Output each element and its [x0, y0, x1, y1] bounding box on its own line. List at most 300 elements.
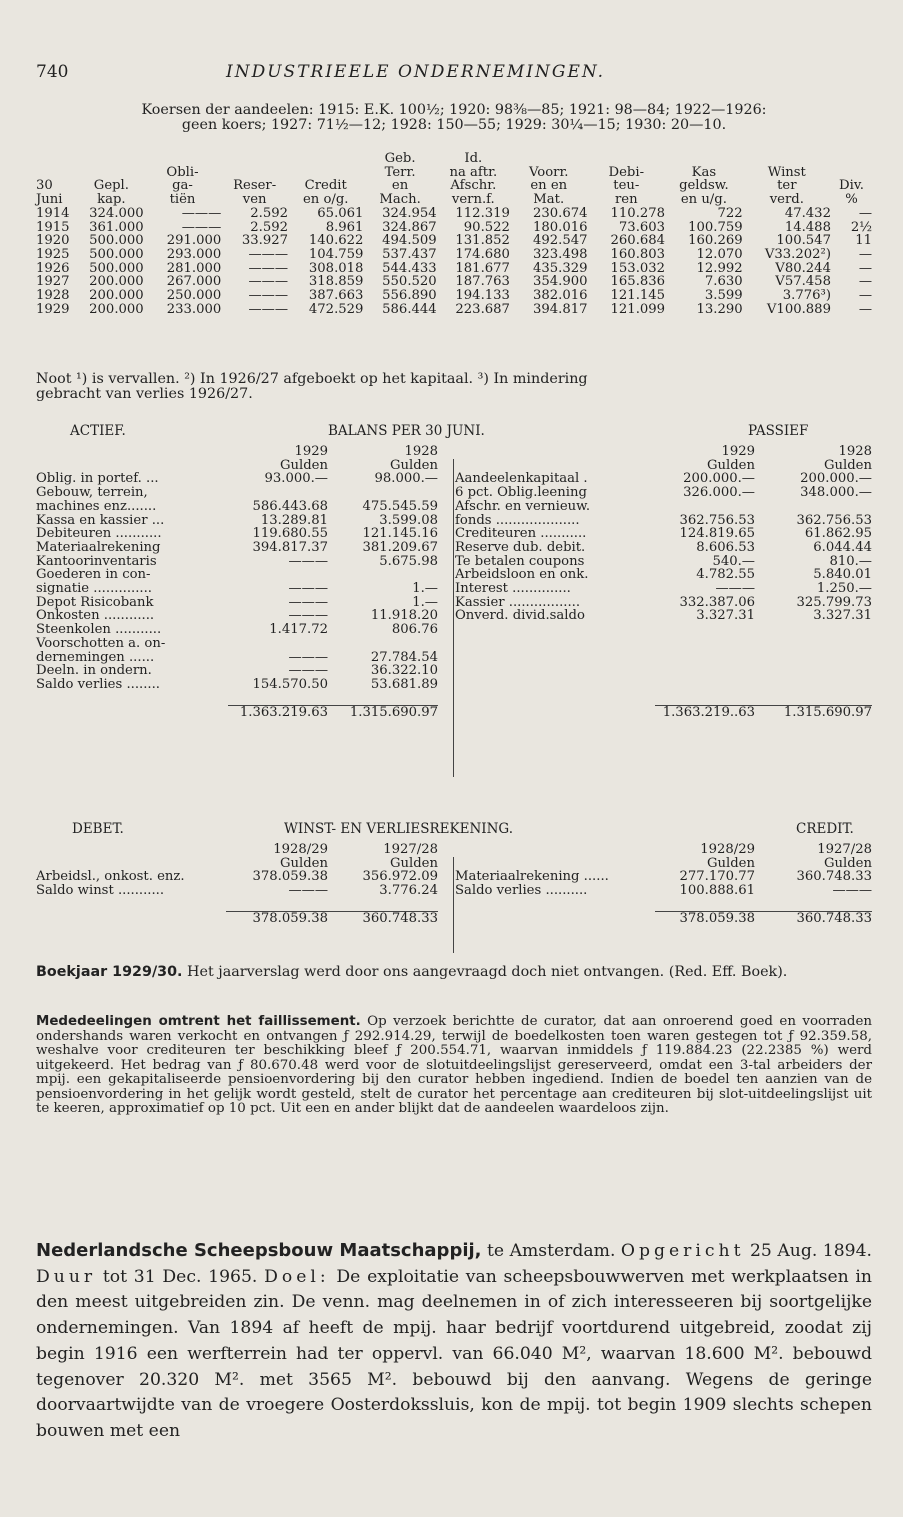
passief-row: [455, 609, 872, 623]
passief-row-cell: Aandeelenkapitaal .: [455, 471, 588, 487]
stats-header-row-cell: tiën: [169, 192, 196, 208]
stats-row-cell: ———: [248, 301, 289, 317]
passief-heading: PASSIEF: [748, 423, 809, 439]
passief-row: [455, 514, 872, 528]
year-label: 1928: [838, 444, 872, 459]
stats-row-cell: 180.016: [532, 219, 588, 235]
actief-heading: ACTIEF.: [70, 423, 126, 439]
stats-row-cell: 2½: [850, 219, 872, 235]
debet-table: [36, 843, 438, 926]
stats-header-row-cell: kap.: [97, 192, 126, 208]
credit-total: 378.059.38: [655, 912, 755, 926]
stats-row: [36, 248, 872, 262]
stats-header-row-cell: Terr.: [384, 164, 416, 180]
mededeelingen-lead: Mededeelingen omtrent het faillissement.: [36, 1014, 361, 1029]
unit-label: Gulden: [824, 855, 872, 871]
actief-row-cell: 3.599.08: [379, 512, 438, 528]
stats-row: [36, 221, 872, 235]
passief-row: [455, 527, 872, 541]
stats-row-cell: —: [858, 205, 872, 221]
actief-row-cell: Oblig. in portef. ...: [36, 471, 159, 487]
stats-header-row-cell: Voorr.: [528, 164, 569, 180]
stats-row-cell: 110.278: [610, 205, 666, 221]
column-divider: [453, 857, 454, 953]
stats-row-cell: 131.852: [455, 233, 510, 249]
column-divider: [453, 459, 454, 777]
page-number: 740: [36, 62, 69, 82]
passief-row: [455, 472, 872, 486]
passief-row-cell: fonds ....................: [455, 512, 580, 528]
passief-row-cell: 3.327.31: [813, 608, 872, 624]
stats-header-row-cell: vern.f.: [451, 192, 495, 208]
passief-row-cell: 6.044.44: [813, 539, 872, 555]
actief-row-cell: Steenkolen ...........: [36, 622, 162, 638]
stats-row-cell: 291.000: [166, 233, 222, 249]
actief-row-cell: 119.680.55: [252, 526, 328, 542]
actief-row: [36, 541, 438, 555]
debet-row-cell: 378.059.38: [252, 869, 328, 885]
credit-row-cell: 277.170.77: [679, 869, 755, 885]
debet-heading: DEBET.: [72, 821, 124, 837]
stats-row-cell: 2.592: [250, 205, 289, 221]
stats-row-cell: 3.599: [704, 288, 743, 304]
stats-row-cell: 104.759: [308, 246, 364, 262]
stats-row-cell: 12.070: [696, 246, 743, 262]
stats-row-cell: 33.927: [241, 233, 289, 249]
actief-row: [36, 555, 438, 569]
passief-row-cell: 348.000.—: [800, 485, 872, 501]
stats-header-row-cell: Id.: [464, 151, 483, 166]
actief-row-cell: 806.76: [391, 622, 438, 638]
actief-row: [36, 637, 438, 651]
stats-row-cell: 8.961: [325, 219, 364, 235]
actief-row-cell: machines enz.......: [36, 498, 157, 514]
year-label: 1928/29: [273, 842, 328, 857]
passief-row: [455, 555, 872, 569]
stats-row-cell: 1915: [36, 219, 70, 235]
credit-row: [455, 870, 872, 884]
passief-row-cell: [655, 500, 755, 514]
actief-row-cell: [328, 568, 438, 582]
stats-row-cell: 65.061: [317, 205, 364, 221]
passief-row-cell: Interest ..............: [455, 581, 571, 597]
mededeelingen-text: Op verzoek berichtte de curator, dat aan onroerend goed en voorraden ondershands waren verkocht en ontvangen ƒ 292.914.29, terwijl de boedelkosten toen waren gestegen tot ƒ 92.359.58, weshalve voor crediteuren ter beschikking bleef ƒ 200.554.71, waarvan inmiddels ƒ 119.884.23 (22.2385 %) werd uitgekeerd. Het bedrag van ƒ 80.670.48 werd voor de slotuitdeelingslijst gereserveerd, omdat een 3-tal arbeiders der mpij. een gekapitaliseerde pensioenvordering bij den curator hebben ingediend. Indien de boedel ten aanzien van de pensioenvordering in het gelijk wordt gesteld, stelt de curator het percentage aan crediteuren bij slot-uitdeelingslijst uit te keeren, approximatief op 10 pct. Uit een en ander blijkt dat de aandeelen waardeloos zijn.: [36, 1014, 872, 1116]
stats-row-cell: 73.603: [618, 219, 666, 235]
actief-row-cell: 121.145.16: [362, 526, 438, 542]
stats-row-cell: 233.000: [166, 301, 222, 317]
company-entry: [36, 1238, 872, 1445]
passief-row-cell: 8.606.53: [696, 539, 755, 555]
stats-row: [36, 234, 872, 248]
stats-header-row-cell: Juni: [36, 192, 63, 208]
mededeelingen-paragraph: [36, 1015, 872, 1117]
stats-row-cell: —: [858, 274, 872, 290]
passief-row-cell: Reserve dub. debit.: [455, 539, 586, 555]
stats-row-cell: 174.680: [455, 246, 510, 262]
stats-row-cell: 361.000: [89, 219, 144, 235]
stats-row-cell: ———: [248, 260, 289, 276]
stats-row-cell: —: [858, 301, 872, 317]
stats-row-cell: 194.133: [455, 288, 510, 304]
stats-row-cell: 500.000: [89, 246, 144, 262]
actief-row-cell: Depot Risicobank: [36, 594, 154, 610]
debet-row-cell: 3.776.24: [379, 883, 438, 899]
duur-value: tot 31 Dec. 1965.: [96, 1266, 265, 1287]
passief-row-cell: Onverd. divid.saldo: [455, 608, 585, 624]
stats-row-cell: 394.817: [532, 301, 588, 317]
stats-header-row-cell: %: [845, 192, 858, 208]
stats-row-cell: 112.319: [455, 205, 510, 221]
actief-row: [36, 500, 438, 514]
stats-row-cell: 324.954: [382, 205, 437, 221]
actief-row: [36, 596, 438, 610]
actief-row-cell: ———: [288, 663, 328, 679]
actief-row-cell: ———: [288, 553, 328, 569]
debet-row: [36, 884, 438, 898]
debet-row-cell: 356.972.09: [362, 869, 438, 885]
actief-row: [36, 609, 438, 623]
passief-row-cell: Afschr. en vernieuw.: [455, 498, 591, 514]
stats-row-cell: ———: [248, 274, 289, 290]
year-label: 1929: [294, 444, 328, 459]
debet-row-cell: Saldo winst ...........: [36, 883, 165, 899]
actief-row: [36, 472, 438, 486]
actief-row-cell: 5.675.98: [379, 553, 438, 569]
company-location: te Amsterdam.: [481, 1241, 621, 1261]
actief-row: [36, 527, 438, 541]
actief-row-cell: Deeln. in ondern.: [36, 663, 152, 679]
boekjaar-lead: Boekjaar 1929/30.: [36, 964, 183, 980]
stats-header-row-cell: teu-: [613, 178, 640, 194]
stats-row-cell: 500.000: [89, 260, 144, 276]
company-name: Nederlandsche Scheepsbouw Maatschappij,: [36, 1240, 482, 1261]
credit-row-cell: Materiaalrekening ......: [455, 869, 609, 885]
duur-label: Duur: [36, 1266, 97, 1287]
stats-header-row-cell: [743, 152, 831, 166]
doel-label: Doel:: [264, 1266, 330, 1287]
stats-header-row-cell: Winst: [767, 164, 806, 180]
stats-row-cell: 121.099: [610, 301, 666, 317]
stats-header-row-cell: Mat.: [533, 192, 565, 208]
passief-row-cell: 124.819.65: [679, 526, 755, 542]
actief-row: [36, 582, 438, 596]
stats-row-cell: 230.674: [532, 205, 588, 221]
stats-header-row-cell: na aftr.: [449, 164, 498, 180]
actief-row-cell: 1.417.72: [269, 622, 328, 638]
stats-row: [36, 262, 872, 276]
stats-header-row-cell: ter: [777, 178, 797, 194]
passief-row: [455, 486, 872, 500]
stats-row-cell: ———: [181, 219, 222, 235]
passief-row-cell: 4.782.55: [696, 567, 755, 583]
actief-row-cell: 36.322.10: [370, 663, 438, 679]
opgericht-value: 25 Aug. 1894.: [744, 1241, 872, 1261]
stats-row-cell: V80.244: [775, 260, 831, 276]
footnote-line: gebracht van verlies 1926/27.: [36, 386, 253, 402]
year-label: 1927/28: [817, 842, 872, 857]
stats-row-cell: —: [858, 288, 872, 304]
profit-loss-title: WINST- EN VERLIESREKENING.: [284, 821, 514, 837]
actief-row-cell: 1.—: [412, 581, 438, 597]
actief-row-cell: 1.—: [412, 594, 438, 610]
stats-row-cell: 165.836: [610, 274, 666, 290]
stats-row-cell: 323.498: [532, 246, 588, 262]
stats-row-cell: 281.000: [166, 260, 222, 276]
year-label: 1929: [721, 444, 755, 459]
actief-row: [36, 664, 438, 678]
credit-row-cell: ———: [832, 883, 872, 899]
stats-header-row: [36, 179, 872, 193]
stats-header-row-cell: [36, 152, 79, 166]
stats-row-cell: 223.687: [455, 301, 510, 317]
actief-row-cell: 53.681.89: [370, 676, 438, 692]
credit-row: [455, 884, 872, 898]
unit-label: Gulden: [824, 457, 872, 473]
stats-header-row-cell: [831, 166, 872, 180]
stats-header-row-cell: Afschr.: [450, 178, 497, 194]
stats-header-row-cell: geldsw.: [679, 178, 729, 194]
stats-row-cell: 318.859: [308, 274, 364, 290]
stats-row-cell: 153.032: [610, 260, 666, 276]
actief-row-cell: [328, 486, 438, 500]
balance-sheet-title: BALANS PER 30 JUNI.: [328, 423, 485, 439]
actief-row: [36, 623, 438, 637]
actief-row: [36, 651, 438, 665]
credit-row-cell: 100.888.61: [679, 883, 755, 899]
stats-header-row-cell: verd.: [769, 192, 804, 208]
stats-row-cell: 13.290: [696, 301, 743, 317]
stats-header-row-cell: [36, 166, 79, 180]
actief-row-cell: Voorschotten a. on-: [36, 635, 166, 651]
stats-row-cell: 1926: [36, 260, 70, 276]
stats-row: [36, 207, 872, 221]
stats-row-cell: 121.145: [610, 288, 666, 304]
stats-header-row-cell: [288, 166, 363, 180]
actief-total: 1.363.219.63: [228, 706, 328, 720]
stats-row-cell: 472.529: [308, 301, 364, 317]
balance-sheet: [36, 423, 872, 813]
actief-row: [36, 568, 438, 582]
stats-row-cell: 1929: [36, 301, 70, 317]
stats-header-row-cell: Reser-: [233, 178, 277, 194]
actief-row-cell: [228, 637, 328, 651]
stats-header-row-cell: Div.: [839, 178, 864, 194]
stats-header-row: [36, 166, 872, 180]
passief-total: 1.363.219..63: [655, 706, 755, 720]
stats-row-cell: 500.000: [89, 233, 144, 249]
stats-row-cell: 160.269: [688, 233, 743, 249]
share-prices-line: Koersen der aandeelen: 1915: E.K. 100½; 1920: 98⅜—85; 1921: 98—84; 1922—1926:: [141, 102, 767, 118]
stats-row-cell: 324.000: [89, 205, 144, 221]
running-header: [36, 62, 872, 86]
stats-header-row-cell: [144, 152, 222, 166]
stats-row-cell: 100.547: [776, 233, 831, 249]
stats-row-cell: V100.889: [766, 301, 831, 317]
stats-row-cell: 160.803: [610, 246, 666, 262]
stats-row-cell: 494.509: [382, 233, 437, 249]
stats-row-cell: 1927: [36, 274, 70, 290]
actief-row-cell: 154.570.50: [252, 676, 328, 692]
passief-row-cell: [755, 500, 872, 514]
stats-row-cell: —: [858, 260, 872, 276]
stats-header-row-cell: en en: [530, 178, 568, 194]
unit-label: Gulden: [280, 457, 328, 473]
stats-row: [36, 303, 872, 317]
actief-row-cell: Gebouw, terrein,: [36, 485, 148, 501]
debet-row-cell: ———: [288, 883, 328, 899]
stats-row-cell: 267.000: [166, 274, 222, 290]
stats-header-row-cell: ren: [614, 192, 638, 208]
passief-row-cell: Kassier .................: [455, 594, 581, 610]
actief-row-cell: [228, 486, 328, 500]
stats-row-cell: 722: [717, 205, 743, 221]
passief-row-cell: 362.756.53: [679, 512, 755, 528]
passief-total: 1.315.690.97: [755, 706, 872, 720]
stats-header-row-cell: Gepl.: [93, 178, 129, 194]
stats-row-cell: 308.018: [308, 260, 364, 276]
stats-row-cell: 537.437: [382, 246, 437, 262]
statistics-grid: [36, 152, 872, 316]
actief-total: 1.315.690.97: [328, 706, 438, 720]
unit-label: Gulden: [280, 855, 328, 871]
stats-row-cell: 492.547: [532, 233, 588, 249]
stats-row-cell: 550.520: [382, 274, 437, 290]
debet-total: 360.748.33: [328, 912, 438, 926]
passief-row-cell: 5.840.01: [813, 567, 872, 583]
stats-header-row-cell: [288, 152, 363, 166]
stats-header-row-cell: ven: [242, 192, 267, 208]
passief-row-cell: 810.—: [829, 553, 872, 569]
passief-row-cell: Arbeidsloon en onk.: [455, 567, 589, 583]
opgericht-label: Opgericht: [620, 1241, 745, 1261]
actief-table: [36, 445, 438, 720]
stats-row-cell: ———: [248, 246, 289, 262]
stats-row-cell: 100.759: [688, 219, 743, 235]
year-label: 1927/28: [383, 842, 438, 857]
stats-row-cell: ———: [181, 205, 222, 221]
profit-loss-header: [36, 821, 872, 839]
actief-row-cell: 394.817.37: [252, 539, 328, 555]
passief-row-cell: 332.387.06: [679, 594, 755, 610]
unit-label: Gulden: [707, 855, 755, 871]
stats-row: [36, 289, 872, 303]
stats-header-row: [36, 193, 872, 207]
stats-row-cell: 544.433: [382, 260, 437, 276]
stats-header-row-cell: Obli-: [166, 164, 199, 180]
stats-row-cell: 293.000: [166, 246, 222, 262]
passief-row-cell: 325.799.73: [796, 594, 872, 610]
footnotes: [36, 372, 872, 402]
debet-row: [36, 870, 438, 884]
passief-row-cell: Crediteuren ...........: [455, 526, 587, 542]
stats-row-cell: 3.776³): [782, 288, 831, 304]
boekjaar-paragraph: [36, 964, 872, 980]
stats-row-cell: 1925: [36, 246, 70, 262]
stats-row-cell: 382.016: [532, 288, 588, 304]
stats-row-cell: 260.684: [610, 233, 666, 249]
stats-row-cell: 200.000: [89, 274, 144, 290]
stats-header-row-cell: [221, 152, 288, 166]
actief-row-cell: ———: [288, 581, 328, 597]
actief-row-cell: [328, 637, 438, 651]
credit-table: [455, 843, 872, 926]
stats-row-cell: 324.867: [382, 219, 437, 235]
debet-row-cell: Arbeidsl., onkost. enz.: [36, 869, 185, 885]
stats-row-cell: 1920: [36, 233, 70, 249]
stats-row: [36, 275, 872, 289]
credit-row-cell: 360.748.33: [796, 869, 872, 885]
stats-header-row-cell: en: [391, 178, 409, 194]
passief-row: [455, 582, 872, 596]
passief-row: [455, 500, 872, 514]
stats-row-cell: 7.630: [704, 274, 743, 290]
stats-header-row-cell: Geb.: [384, 151, 416, 166]
company-description: De exploitatie van scheepsbouwwerven met werkplaatsen in den meest uitgebreiden zin. De venn. mag deelnemen in of zich interesseeren bij soortgelijke ondernemingen. Van 1894 af heeft de mpij. haar bedrijf voortdurend uitgebreid, zoodat zij begin 1916 een werfterrein had ter oppervl. van 66.040 M², waarvan 18.600 M². bebouwd tegenover 20.320 M². met 3565 M². bebouwd bij den aanvang. Wegens de geringe doorvaartwijdte van de vroegere Oosterdokssluis, kon de mpij. tot begin 1909 slechts schepen bouwen met een: [36, 1266, 872, 1441]
actief-row-cell: 586.443.68: [252, 498, 328, 514]
actief-row-cell: Kassa en kassier ...: [36, 512, 165, 528]
stats-row-cell: 1928: [36, 288, 70, 304]
stats-header-row-cell: Kas: [691, 164, 717, 180]
actief-row: [36, 486, 438, 500]
stats-row-cell: 1914: [36, 205, 70, 221]
share-prices: [36, 103, 872, 133]
stats-row-cell: 354.900: [532, 274, 588, 290]
passief-row-cell: 6 pct. Oblig.leening: [455, 485, 587, 501]
passief-row-cell: 326.000.—: [683, 485, 755, 501]
stats-row-cell: 435.329: [532, 260, 588, 276]
stats-row-cell: 387.663: [308, 288, 364, 304]
stats-header-row-cell: en u/g.: [680, 192, 727, 208]
balance-sheet-header: [36, 423, 872, 441]
passief-row-cell: 540.—: [712, 553, 755, 569]
stats-row-cell: 200.000: [89, 288, 144, 304]
passief-row-cell: Te betalen coupons: [455, 553, 585, 569]
year-label: 1928/29: [700, 842, 755, 857]
stats-row-cell: 250.000: [166, 288, 222, 304]
actief-row: [36, 678, 438, 692]
stats-row-cell: 11: [855, 233, 872, 249]
stats-header-row-cell: [831, 152, 872, 166]
unit-label: Gulden: [390, 457, 438, 473]
actief-row-cell: Onkosten ............: [36, 608, 155, 624]
year-label: 1928: [404, 444, 438, 459]
stats-row-cell: 200.000: [89, 301, 144, 317]
stats-row-cell: ———: [248, 288, 289, 304]
passief-row-cell: 1.250.—: [816, 581, 872, 597]
passief-row: [455, 541, 872, 555]
passief-table: [455, 445, 872, 720]
stats-header-row-cell: ga-: [172, 178, 193, 194]
actief-row-cell: ———: [288, 649, 328, 665]
credit-row-cell: Saldo verlies ..........: [455, 883, 588, 899]
boekjaar-text: Het jaarverslag werd door ons aangevraagd doch niet ontvangen. (Red. Eff. Boek).: [182, 964, 788, 980]
stats-header-row: [36, 152, 872, 166]
stats-row-cell: V57.458: [775, 274, 831, 290]
stats-row-cell: 14.488: [784, 219, 831, 235]
actief-row-cell: Saldo verlies ........: [36, 676, 160, 692]
passief-row-cell: 3.327.31: [696, 608, 755, 624]
stats-header-row-cell: 30: [36, 178, 53, 194]
stats-header-row-cell: en o/g.: [302, 192, 349, 208]
stats-row-cell: 556.890: [382, 288, 437, 304]
unit-label: Gulden: [707, 457, 755, 473]
stats-row-cell: 187.763: [455, 274, 510, 290]
stats-row-cell: 90.522: [463, 219, 510, 235]
actief-row-cell: 27.784.54: [370, 649, 438, 665]
stats-header-row-cell: [79, 166, 144, 180]
stats-header-row-cell: Debi-: [608, 164, 645, 180]
stats-row-cell: 140.622: [308, 233, 364, 249]
